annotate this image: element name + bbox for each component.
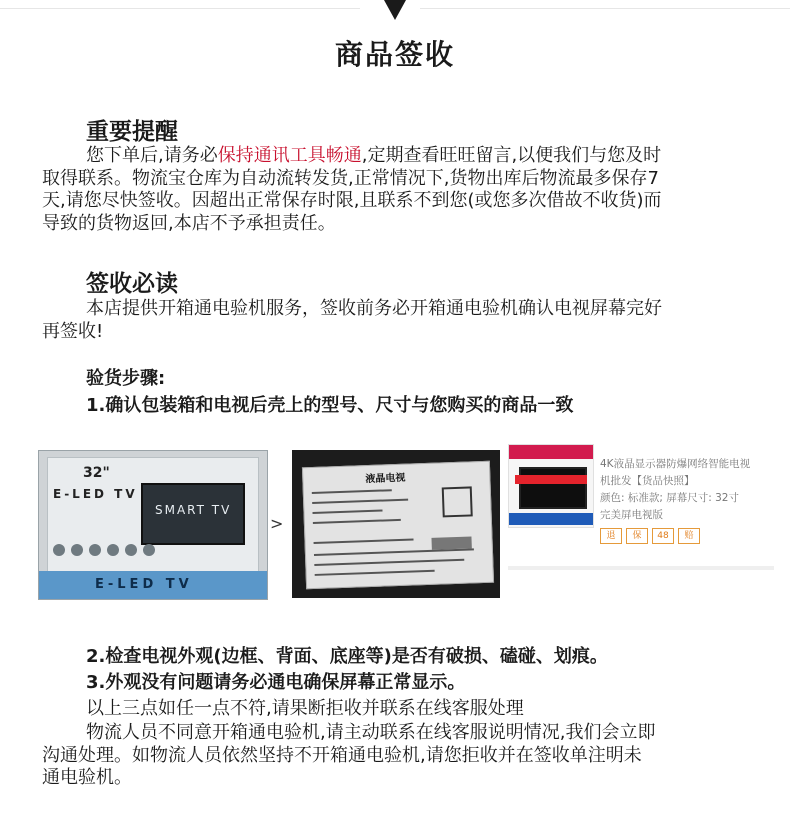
note-1: 以上三点如任一点不符,请果断拒收并联系在线客服处理 <box>86 698 524 719</box>
step-3: 3.外观没有问题请务必通电确保屏幕正常显示。 <box>86 672 466 693</box>
rating-label-title: 液晶电视 <box>365 472 406 486</box>
listing-thumbnail <box>508 444 594 528</box>
reminder-line-1 <box>42 145 762 168</box>
product-listing-screenshot <box>508 436 774 600</box>
label-row <box>315 570 435 576</box>
header-divider-left <box>0 8 360 9</box>
box-size-text: 32" <box>83 465 110 481</box>
label-row <box>314 559 464 566</box>
note-2-line-3: 通电验机。 <box>42 767 132 788</box>
inspection-image-strip <box>38 436 774 600</box>
reminder-paragraph <box>42 145 762 235</box>
reminder-line-4: 导致的货物返回,本店不予承担责任。 <box>42 212 336 234</box>
thumbnail-footer-bar <box>509 513 593 525</box>
label-row <box>314 548 474 556</box>
header-triangle-icon <box>384 0 406 20</box>
tv-box-photo <box>38 450 268 600</box>
listing-spec: 颜色: 标准款; 屏幕尺寸: 32寸 <box>600 492 739 504</box>
step-1: 1.确认包装箱和电视后壳上的型号、尺寸与您购买的商品一致 <box>86 395 574 416</box>
thumbnail-brand-bar <box>509 445 593 459</box>
tv-back-label-photo <box>292 450 500 598</box>
must-read-line-2: 再签收! <box>42 320 104 342</box>
thumbnail-tv <box>519 467 587 509</box>
listing-badge: 保 <box>626 528 648 544</box>
box-feature-icons <box>53 541 243 559</box>
header-divider-right <box>420 8 790 9</box>
must-read-heading: 签收必读 <box>86 271 178 297</box>
box-band-text: E-LED TV <box>95 577 193 592</box>
listing-divider <box>508 566 774 570</box>
box-smart-tv-text: SMART TV <box>155 503 232 517</box>
listing-title-2: 机批发【货品快照】 <box>600 475 695 487</box>
note-2-line-1: 物流人员不同意开箱通电验机,请主动联系在线客服说明情况,我们会立即 <box>86 722 656 743</box>
label-row <box>312 499 408 504</box>
label-row <box>313 519 401 524</box>
reminder-line-2: 取得联系。物流宝仓库为自动流转发货,正常情况下,货物出库后物流最多保存7 <box>42 167 659 189</box>
label-row <box>312 510 382 514</box>
step-2: 2.检查电视外观(边框、背面、底座等)是否有破损、磕碰、划痕。 <box>86 646 608 667</box>
reminder-heading: 重要提醒 <box>86 119 178 145</box>
must-read-line-1: 本店提供开箱通电验机服务，签收前务必开箱通电验机确认电视屏幕完好 <box>86 298 662 319</box>
made-in-china-mark <box>431 536 471 549</box>
must-read-paragraph <box>42 298 762 343</box>
page-title: 商品签收 <box>334 38 455 71</box>
reminder-line-3: 天,请您尽快签收。因超出正常保存时限,且联系不到您(或您多次借故不收货)而 <box>42 190 662 211</box>
reminder-text-start: 您下单后,请务必 <box>86 145 218 166</box>
listing-title-1: 4K液晶显示器防爆网络智能电视 <box>600 458 751 470</box>
label-row <box>312 489 392 494</box>
listing-badge: 48 <box>652 528 674 544</box>
rating-label <box>302 461 494 589</box>
listing-variant: 完美屏电视版 <box>600 509 663 521</box>
steps-label: 验货步骤: <box>86 368 166 389</box>
reminder-highlight: 保持通讯工具畅通 <box>217 145 362 166</box>
note-2-line-2: 沟通处理。如物流人员依然坚持不开箱通电验机,请您拒收并在签收单注明未 <box>42 744 642 766</box>
box-brand-text: E-LED TV <box>53 487 138 501</box>
label-row <box>314 538 414 543</box>
arrow-icon: > <box>270 514 284 533</box>
listing-badge: 赔 <box>678 528 700 544</box>
reminder-text-end: ,定期查看旺旺留言,以便我们与您及时 <box>361 145 662 166</box>
listing-badge: 退 <box>600 528 622 544</box>
double-insulation-icon <box>442 486 473 517</box>
note-2-paragraph <box>42 722 762 790</box>
thumbnail-promo-banner <box>515 475 587 484</box>
